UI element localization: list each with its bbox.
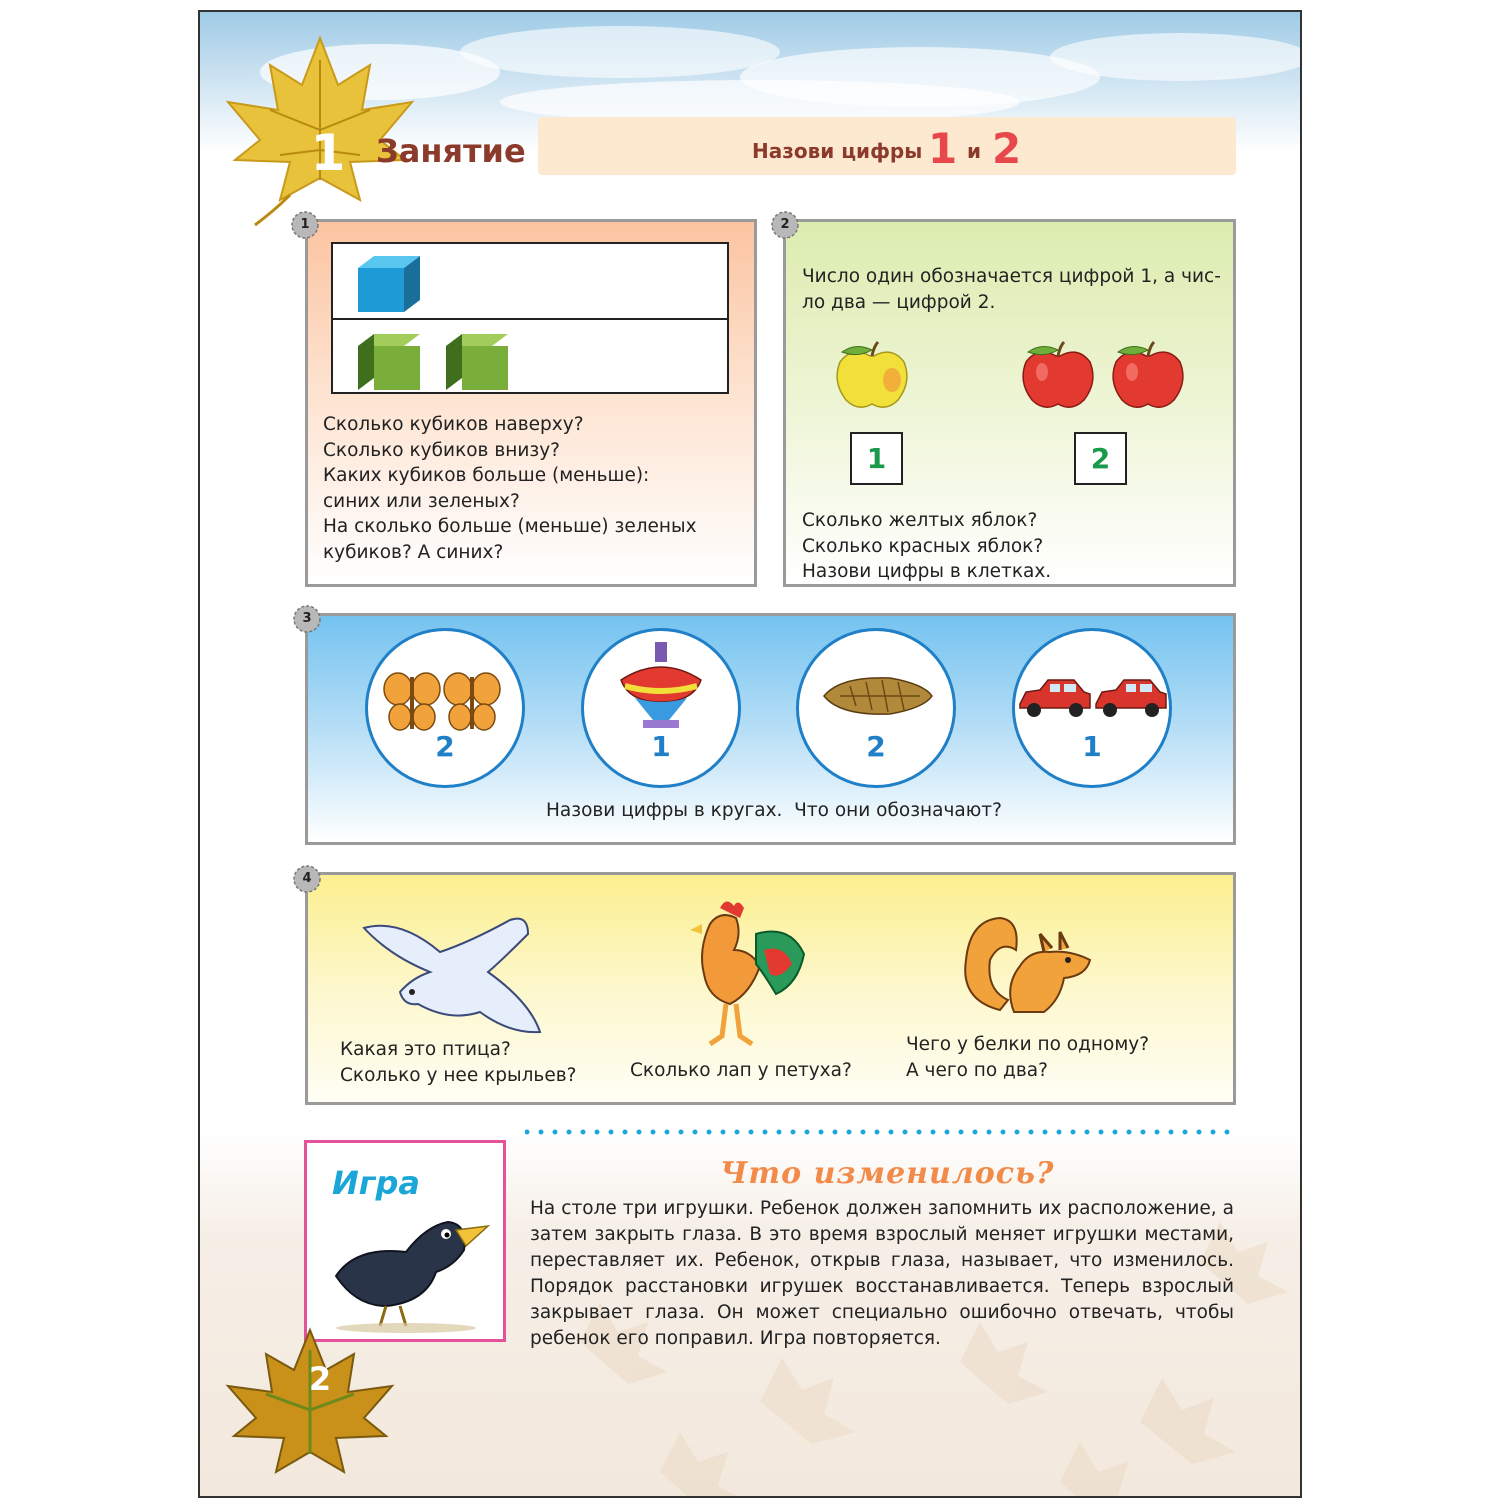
- table-divider: [333, 318, 727, 320]
- exercise-2-intro: Число один обозначается цифрой 1, а чис- ло два — цифрой 2.: [802, 266, 1221, 313]
- car-icon: [1018, 676, 1168, 720]
- circle-digit-4: 1: [1082, 730, 1102, 763]
- exercise-2-badge: 2: [780, 217, 790, 232]
- topic-digit-2: 2: [992, 124, 1022, 173]
- dotted-divider: [525, 1127, 1240, 1137]
- rooster-icon: [680, 894, 810, 1054]
- squirrel-icon: [960, 900, 1100, 1018]
- topic-label: Назови цифры: [752, 139, 923, 163]
- exercise-1-text: Сколько кубиков наверху? Сколько кубиков внизу? Каких кубиков больше (меньше): синих или зеленых? На сколько больше (меньше) зеленых кубиков? А синих?: [323, 414, 697, 563]
- lesson-title: Занятие: [376, 132, 526, 170]
- crow-icon: [316, 1206, 492, 1334]
- exercise-3-caption: Назови цифры в кругах. Что они обозначают?: [546, 800, 1002, 821]
- exercise-4-bird-question: Какая это птица? Сколько у нее крыльев?: [340, 1039, 577, 1086]
- digit-cell-1: 1: [850, 432, 903, 485]
- exercise-3-badge: 3: [302, 611, 312, 626]
- topic-digit-1: 1: [928, 124, 958, 173]
- exercise-4-badge: 4: [302, 871, 312, 886]
- green-cube-icon: [442, 330, 510, 392]
- game-label: Игра: [332, 1164, 420, 1202]
- exercise-2-questions: Сколько желтых яблок? Сколько красных яблок? Назови цифры в клетках.: [802, 510, 1052, 582]
- circle-digit-1: 2: [435, 730, 455, 763]
- red-apple-icon: [1108, 340, 1188, 412]
- green-cube-icon: [354, 330, 422, 392]
- dove-icon: [360, 912, 550, 1042]
- circle-digit-2: 1: [651, 730, 671, 763]
- topic-and: и: [967, 139, 982, 163]
- maple-leaf-icon: [220, 1324, 400, 1494]
- exercise-1-badge: 1: [300, 217, 310, 232]
- butterfly-icon: [380, 667, 510, 737]
- lesson-number: 1: [310, 124, 346, 182]
- pine-cone-icon: [820, 672, 936, 720]
- game-name: Что изменилось?: [720, 1156, 1055, 1191]
- exercise-4-rooster-question: Сколько лап у петуха?: [630, 1060, 852, 1081]
- exercise-4-squirrel-question: Чего у белки по одному? А чего по два?: [906, 1034, 1150, 1081]
- digit-cell-2: 2: [1074, 432, 1127, 485]
- circle-digit-3: 2: [866, 730, 886, 763]
- yellow-apple-icon: [832, 340, 912, 412]
- blue-cube-icon: [354, 252, 422, 314]
- page-number: 2: [308, 1360, 332, 1398]
- workbook-page: [198, 10, 1302, 1498]
- game-description: На столе три игрушки. Ребенок должен запомнить их расположение, а затем закрыть глаза. В это время взрослый меняет игрушки местами, переставляет их. Ребенок, открыв глаза, называет, что изменилось. Порядок расстановки игрушек восстанавливается. Теперь взрослый закрывает глаза. Он может специально ошибочно отвечать, чтобы ребенок его поправил. Игра повторяется.: [530, 1198, 1234, 1349]
- red-apple-icon: [1018, 340, 1098, 412]
- spinning-top-icon: [613, 640, 709, 736]
